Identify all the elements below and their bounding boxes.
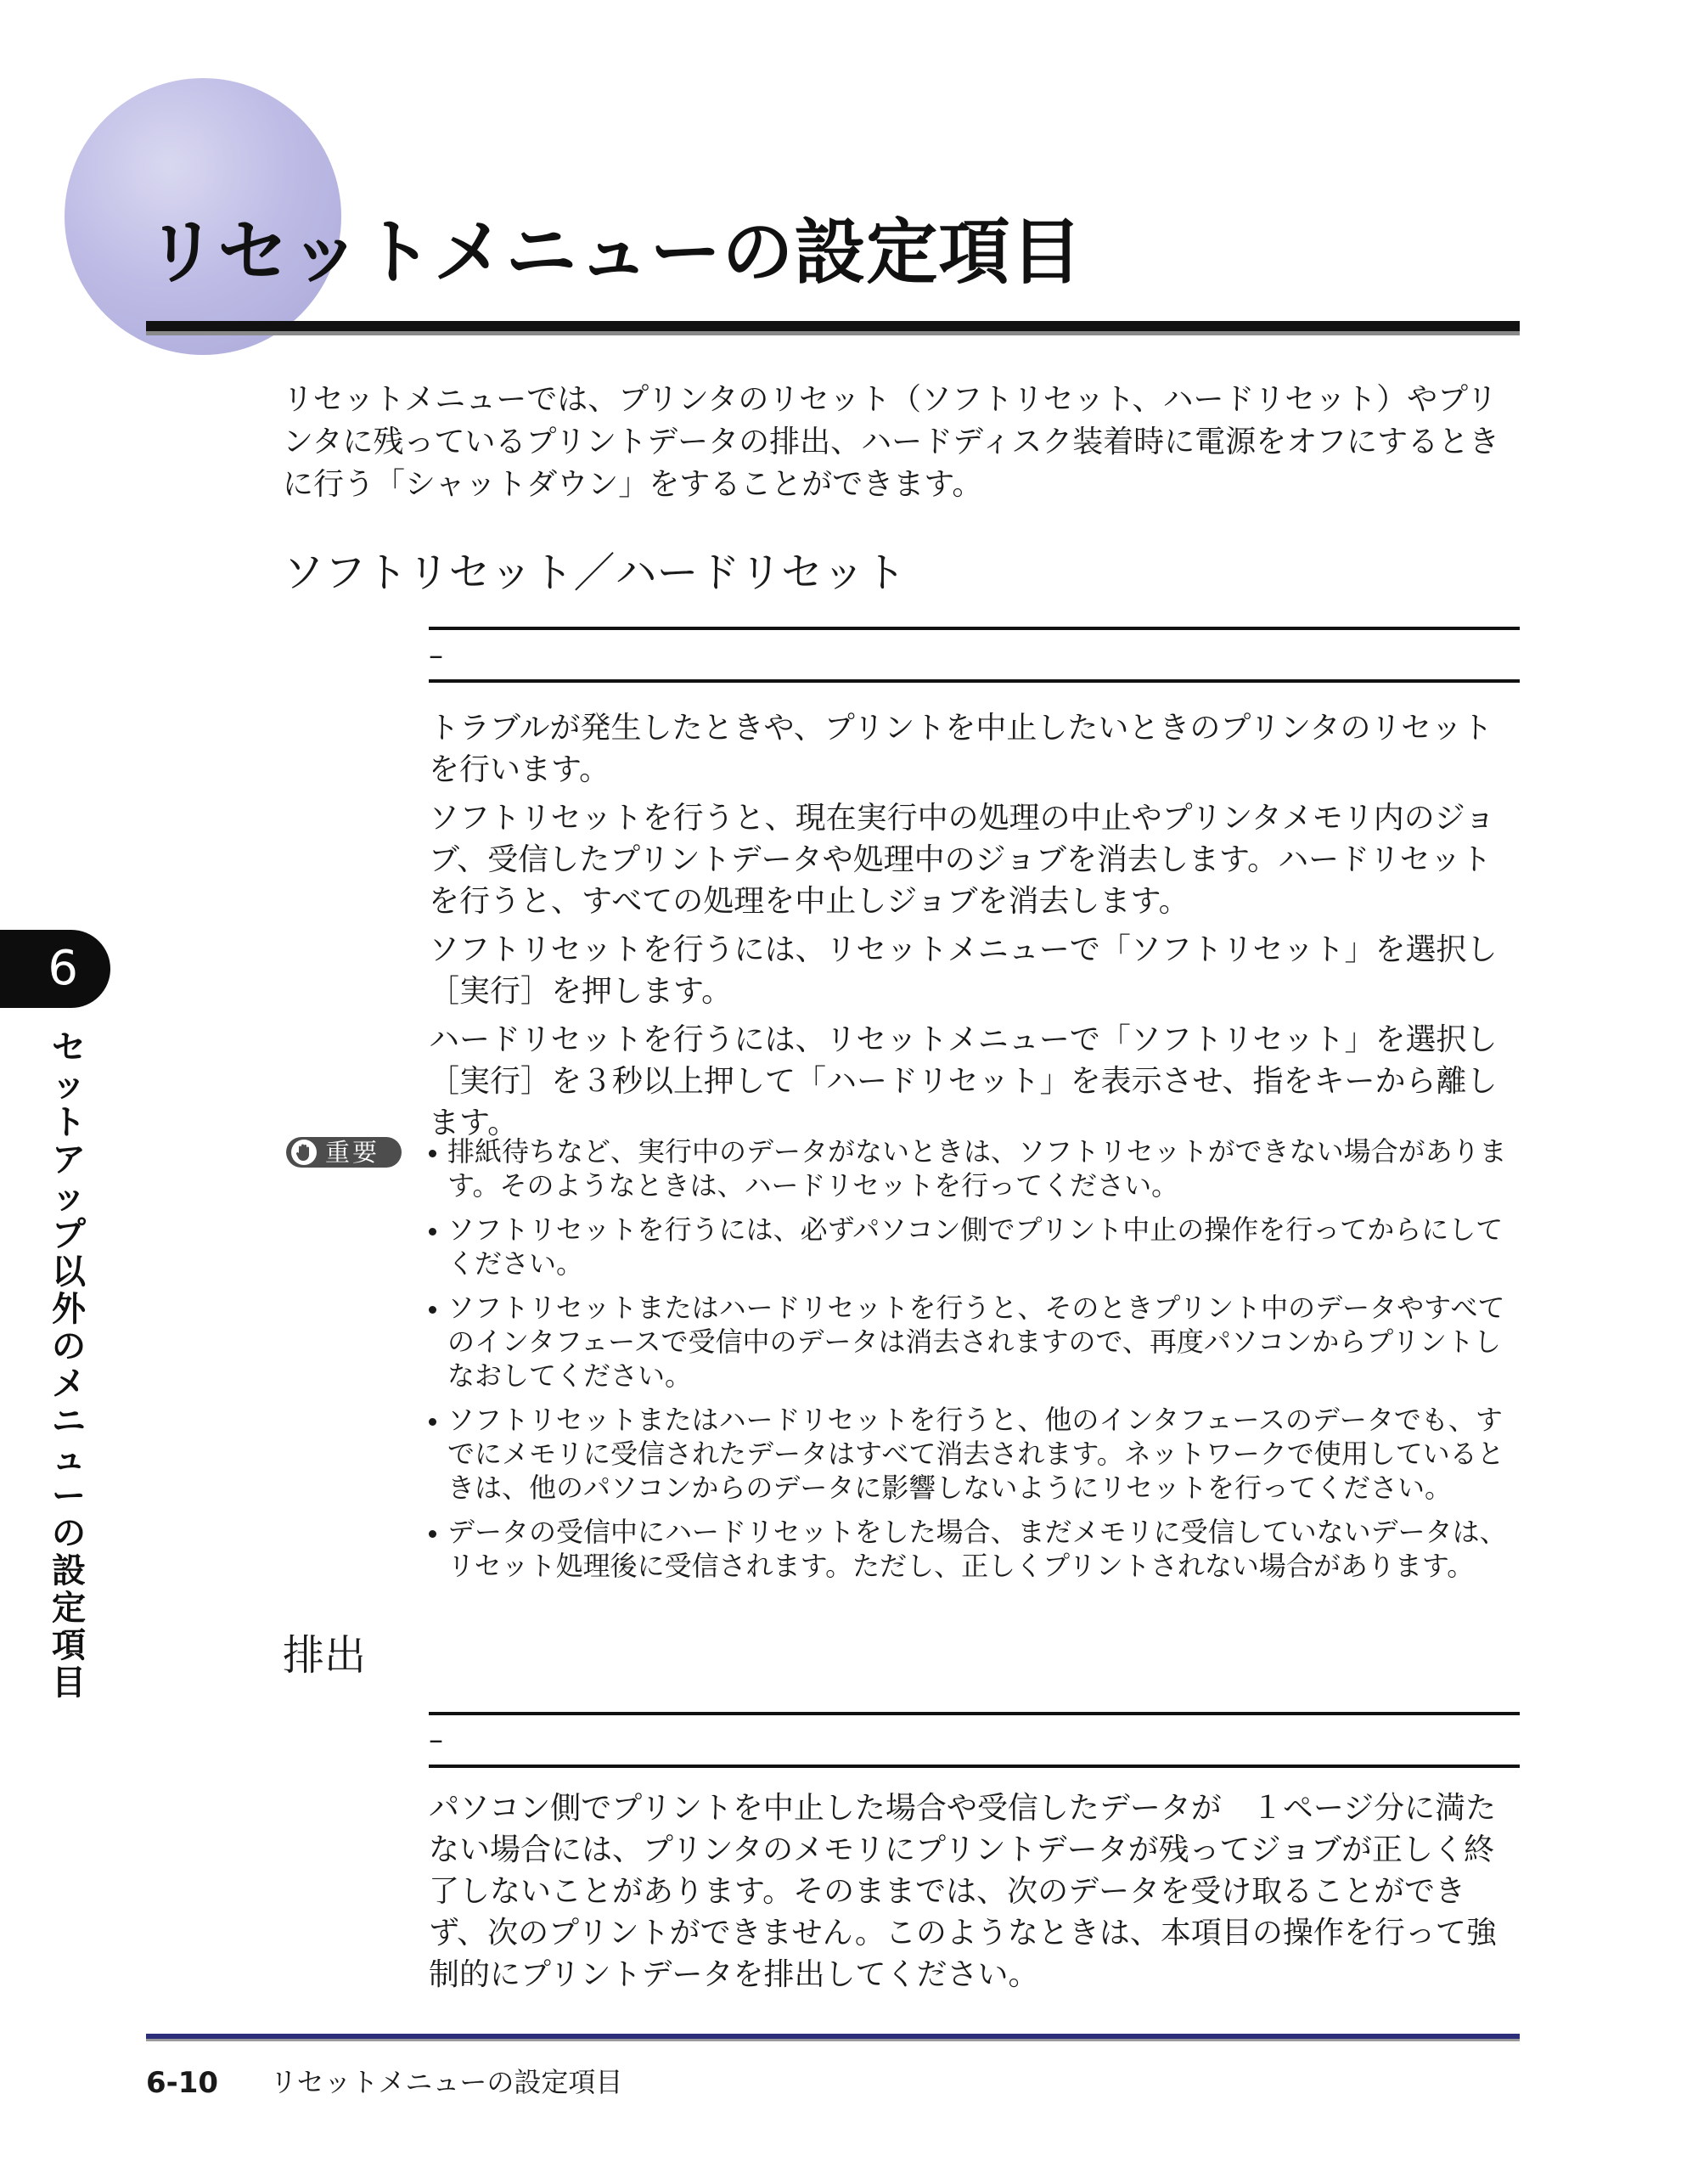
chapter-number: 6 [48, 941, 78, 996]
page-title: リセットメニューの設定項目 [146, 211, 1083, 294]
section-rule-top [429, 1712, 1520, 1715]
section-body-soft-hard-reset [429, 707, 1520, 1151]
list-item: データの受信中にハードリセットをした場合、まだメモリに受信していないデータは、リセット処理後に受信されます。ただし、正しくプリントされない場合があります。 [429, 1515, 1520, 1583]
body-paragraph: トラブルが発生したときや、プリントを中止したいときのプリンタのリセットを行います。 [429, 711, 1493, 787]
section-rule-top [429, 627, 1520, 630]
section-dash: – [429, 639, 443, 673]
important-badge [286, 1137, 402, 1168]
body-paragraph: ソフトリセットを行うと、現在実行中の処理の中止やプリンタメモリ内のジョブ、受信したプリントデータや処理中のジョブを消去します。ハードリセットを行うと、すべての処理を中止しジョブを消去します。 [429, 801, 1496, 919]
important-label: 重要 [325, 1137, 380, 1167]
body-paragraph: ソフトリセットを行うには、リセットメニューで「ソフトリセット」を選択し［実行］を押します。 [429, 932, 1498, 1009]
section-heading-eject: 排出 [283, 1631, 367, 1680]
chapter-title-vertical: セットアップ以外のメニューの設定項目 [52, 1028, 86, 1703]
title-underline-shadow [146, 331, 1520, 335]
page-number: 6-10 [146, 2066, 219, 2100]
footer-rule-shadow [146, 2039, 1520, 2041]
hand-stop-icon [291, 1140, 317, 1165]
list-item: ソフトリセットまたはハードリセットを行うと、そのときプリント中のデータやすべてのインタフェースで受信中のデータは消去されますので、再度パソコンからプリントしなおしてください。 [429, 1291, 1520, 1393]
section-heading-soft-hard-reset: ソフトリセット／ハードリセット [283, 549, 907, 597]
body-paragraph: ハードリセットを行うには、リセットメニューで「ソフトリセット」を選択し［実行］を３秒以上押して「ハードリセット」を表示させ、指をキーから離します。 [429, 1022, 1498, 1140]
section-dash: – [429, 1723, 443, 1757]
section-rule-bottom [429, 1765, 1520, 1768]
section-body-eject [429, 1787, 1520, 2002]
list-item: ソフトリセットを行うには、必ずパソコン側でプリント中止の操作を行ってからにしてください。 [429, 1213, 1520, 1281]
intro-paragraph: リセットメニューでは、プリンタのリセット（ソフトリセット、ハードリセット）やプリンタに残っているプリントデータの排出、ハードディスク装着時に電源をオフにするときに行う「シャットダウン」をすることができます。 [283, 382, 1500, 502]
section-rule-bottom [429, 679, 1520, 683]
list-item: ソフトリセットまたはハードリセットを行うと、他のインタフェースのデータでも、すでにメモリに受信されたデータはすべて消去されます。ネットワークで使用しているときは、他のパソコンからのデータに影響しないようにリセットを行ってください。 [429, 1403, 1520, 1505]
chapter-tab [0, 930, 110, 1008]
title-underline [146, 321, 1520, 331]
body-paragraph: パソコン側でプリントを中止した場合や受信したデータが １ページ分に満たない場合には、プリンタのメモリにプリントデータが残ってジョブが正しく終了しないことがあります。そのままでは、次のデータを受け取ることができず、次のプリントができません。このようなときは、本項目の操作を行って強制的にプリントデータを排出してください。 [429, 1791, 1497, 1992]
footer-title: リセットメニューの設定項目 [270, 2066, 623, 2098]
list-item: 排紙待ちなど、実行中のデータがないときは、ソフトリセットができない場合があります。そのようなときは、ハードリセットを行ってください。 [429, 1134, 1520, 1202]
important-notes-list [429, 1134, 1520, 1593]
